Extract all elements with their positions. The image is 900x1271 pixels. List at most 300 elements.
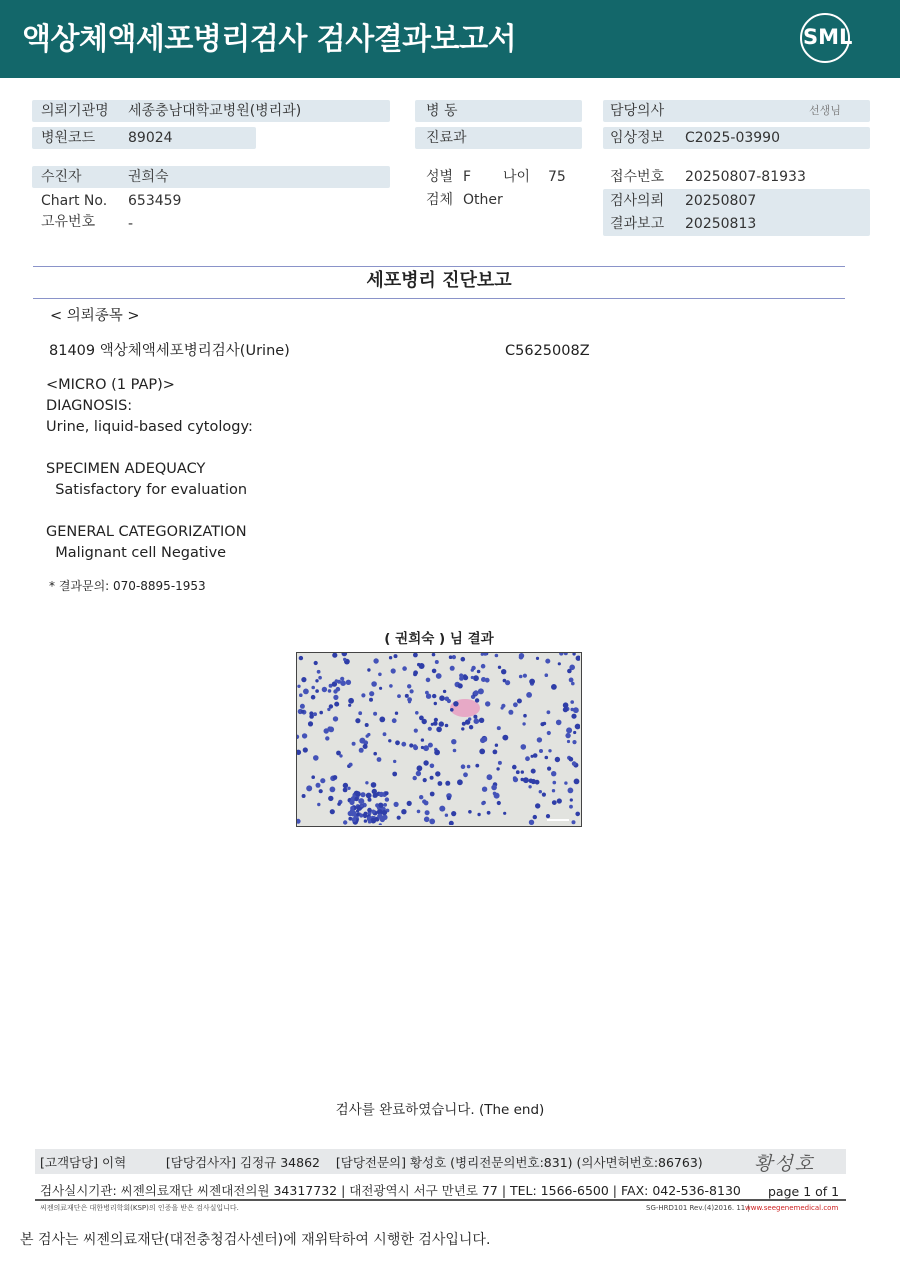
cell-nucleus	[355, 791, 361, 797]
hospital-code-value: 89024	[128, 130, 173, 146]
cell-nucleus	[569, 757, 574, 762]
cell-nucleus	[513, 702, 518, 707]
cell-nucleus	[354, 797, 358, 801]
cell-nucleus	[574, 779, 580, 785]
cell-nucleus	[523, 714, 527, 718]
cell-nucleus	[461, 764, 466, 769]
cell-nucleus	[379, 687, 382, 690]
cell-nucleus	[497, 726, 501, 730]
cell-nucleus	[421, 746, 424, 749]
cell-nucleus	[425, 691, 429, 695]
clinical-info-value: C2025-03990	[685, 130, 780, 146]
cell-nucleus	[407, 697, 412, 702]
cell-nucleus	[347, 787, 350, 790]
cell-nucleus	[487, 774, 493, 780]
cell-nucleus	[367, 668, 370, 671]
cell-nucleus	[373, 752, 377, 756]
cell-nucleus	[322, 687, 327, 692]
cell-nucleus	[468, 810, 472, 814]
cell-nucleus	[505, 680, 510, 685]
cell-nucleus	[377, 757, 382, 762]
cell-nucleus	[416, 771, 421, 776]
cell-nucleus	[447, 796, 451, 800]
cell-nucleus	[335, 679, 339, 683]
cell-nucleus	[451, 811, 456, 816]
cell-nucleus	[378, 673, 382, 677]
cell-nucleus	[531, 769, 536, 774]
cell-nucleus	[517, 699, 522, 704]
cell-nucleus	[539, 790, 542, 793]
cell-nucleus	[333, 695, 338, 700]
cell-nucleus	[311, 695, 316, 700]
institution-label: 의뢰기관명	[41, 103, 109, 119]
cell-nucleus	[302, 733, 307, 738]
cell-nucleus	[497, 801, 501, 805]
request-items-label: < 의뢰종목 >	[50, 308, 140, 324]
cell-nucleus	[435, 660, 439, 664]
cell-nucleus	[461, 727, 464, 730]
cell-nucleus	[333, 716, 338, 721]
cell-nucleus	[382, 810, 387, 815]
cell-nucleus	[471, 668, 474, 671]
cell-nucleus	[430, 792, 435, 797]
cell-nucleus	[516, 770, 520, 774]
cell-nucleus	[340, 680, 346, 686]
cell-nucleus	[434, 750, 440, 756]
signature: 황성호	[754, 1153, 816, 1175]
report-date-label: 결과보고	[610, 216, 665, 232]
cell-nucleus	[512, 765, 517, 770]
cell-nucleus	[508, 710, 513, 715]
cell-nucleus	[393, 760, 396, 763]
cell-nucleus	[498, 761, 502, 765]
cell-nucleus	[417, 663, 420, 666]
cell-nucleus	[306, 785, 312, 791]
sml-logo-text: SML	[803, 25, 853, 49]
receipt-no-label: 접수번호	[610, 169, 665, 185]
cell-nucleus	[545, 659, 550, 664]
cell-nucleus	[513, 776, 517, 780]
cell-nucleus	[417, 810, 421, 814]
cell-nucleus	[485, 701, 490, 706]
cell-nucleus	[436, 673, 442, 679]
cell-nucleus	[445, 781, 450, 786]
cell-nucleus	[529, 820, 534, 825]
cell-nucleus	[382, 815, 387, 820]
hospital-code-label: 병원코드	[41, 130, 96, 146]
cell-nucleus	[482, 787, 487, 792]
cell-nucleus	[536, 657, 539, 660]
cell-nucleus	[542, 793, 546, 797]
cell-nucleus	[487, 811, 491, 815]
cell-nucleus	[371, 782, 377, 788]
cell-nucleus	[314, 661, 318, 665]
report-title: 액상체액세포병리검사 검사결과보고서	[22, 22, 517, 57]
cell-nucleus	[405, 694, 409, 698]
cell-nucleus	[573, 707, 579, 713]
doctor-label: 담당의사	[610, 103, 665, 119]
institution-line: 검사실시기관: 씨젠의료재단 씨젠대전의원 34317732 | 대전광역시 서구 만년로 77 | TEL: 1566-6500 | FAX: 042-536-8130	[40, 1183, 741, 1198]
cell-nucleus	[450, 666, 455, 671]
cell-nucleus	[299, 656, 303, 660]
cell-nucleus	[422, 719, 427, 724]
cell-nucleus	[570, 798, 573, 801]
cell-nucleus	[573, 731, 576, 734]
cell-nucleus	[415, 711, 419, 715]
cell-nucleus	[423, 760, 428, 765]
cell-nucleus	[523, 674, 527, 678]
cell-nucleus	[373, 658, 378, 663]
cell-nucleus	[402, 666, 407, 671]
cell-nucleus	[495, 744, 498, 747]
website-link[interactable]: www.seegenemedical.com	[745, 1204, 839, 1212]
cell-nucleus	[428, 743, 433, 748]
section-top-rule	[33, 266, 845, 267]
cell-nucleus	[463, 772, 468, 777]
cell-nucleus	[379, 792, 384, 797]
cell-nucleus	[548, 749, 551, 752]
test-code: C5625008Z	[505, 343, 590, 359]
patient-row	[32, 166, 390, 188]
cell-nucleus	[467, 765, 471, 769]
cytology-micrograph	[297, 653, 580, 825]
cell-nucleus	[493, 792, 497, 796]
cell-nucleus	[438, 781, 443, 786]
cell-nucleus	[449, 655, 453, 659]
cell-nucleus	[346, 680, 351, 685]
cell-nucleus	[503, 735, 509, 741]
cell-nucleus	[359, 738, 365, 744]
cell-nucleus	[383, 732, 387, 736]
cell-nucleus	[529, 679, 535, 685]
cell-nucleus	[563, 707, 568, 712]
test-item: 81409 액상체액세포병리검사(Urine)	[49, 343, 290, 359]
cell-nucleus	[414, 729, 418, 733]
cell-nucleus	[366, 793, 372, 799]
cell-nucleus	[315, 689, 319, 693]
cell-nucleus	[389, 656, 392, 659]
cell-nucleus	[481, 664, 486, 669]
cell-nucleus	[355, 718, 360, 723]
page-indicator: page 1 of 1	[768, 1184, 840, 1199]
cell-nucleus	[308, 721, 313, 726]
cell-nucleus	[419, 795, 423, 799]
cell-nucleus	[453, 749, 457, 753]
chart-no-label: Chart No.	[41, 193, 108, 209]
cell-nucleus	[327, 726, 332, 731]
cell-nucleus	[474, 718, 480, 724]
cell-nucleus	[523, 777, 529, 783]
cell-nucleus	[369, 698, 373, 702]
cell-nucleus	[479, 749, 485, 755]
cell-nucleus	[443, 690, 446, 693]
cell-nucleus	[383, 803, 387, 807]
cell-nucleus	[317, 803, 320, 806]
cell-nucleus	[350, 809, 355, 814]
cell-nucleus	[426, 678, 431, 683]
cell-nucleus	[397, 694, 401, 698]
staff-line: [고객담당] 이혁 [담당검사자] 김정규 34862 [담당전문의] 황성호 (병리전문의번호:831) (의사면허번호:86763)	[40, 1155, 703, 1170]
cell-nucleus	[535, 803, 540, 808]
cell-nucleus	[482, 737, 487, 742]
cell-nucleus	[343, 658, 346, 661]
cell-nucleus	[352, 742, 356, 746]
cell-nucleus	[547, 731, 551, 735]
chart-no-value: 653459	[128, 193, 182, 209]
age-label: 나이	[503, 169, 531, 185]
cell-nucleus	[569, 678, 574, 683]
footer-rule	[35, 1199, 846, 1201]
cell-nucleus	[547, 767, 551, 771]
cell-nucleus	[558, 662, 561, 665]
cell-nucleus	[329, 704, 333, 708]
institution-value: 세종충남대학교병원(병리과)	[128, 103, 302, 119]
cell-nucleus	[503, 812, 506, 815]
cell-nucleus	[364, 812, 368, 816]
cell-nucleus	[313, 712, 317, 716]
cell-nucleus	[430, 776, 434, 780]
cell-nucleus	[545, 756, 549, 760]
cell-nucleus	[410, 689, 414, 693]
cell-nucleus	[457, 779, 463, 785]
cell-nucleus	[425, 810, 430, 815]
cell-nucleus	[422, 799, 426, 803]
clinical-info-label: 임상정보	[610, 130, 665, 146]
image-caption: ( 권희숙 ) 님 결과	[384, 631, 494, 647]
cell-nucleus	[409, 743, 413, 747]
cell-nucleus	[479, 718, 484, 723]
cell-nucleus	[297, 685, 300, 688]
cell-nucleus	[340, 677, 344, 681]
cell-nucleus	[395, 740, 400, 745]
cell-nucleus	[313, 755, 319, 761]
cell-nucleus	[303, 747, 308, 752]
cell-nucleus	[567, 740, 570, 743]
cell-nucleus	[319, 711, 323, 715]
cell-nucleus	[501, 669, 506, 674]
cell-nucleus	[459, 673, 463, 677]
cell-nucleus	[531, 779, 536, 784]
cell-nucleus	[521, 778, 524, 781]
cell-nucleus	[475, 764, 479, 768]
cell-nucleus	[451, 739, 456, 744]
cell-nucleus	[421, 738, 424, 741]
cell-nucleus	[478, 688, 484, 694]
cell-nucleus	[391, 668, 396, 673]
cell-nucleus	[371, 810, 375, 814]
cell-nucleus	[439, 806, 445, 812]
cell-nucleus	[546, 814, 550, 818]
cell-nucleus	[385, 791, 389, 795]
cell-nucleus	[352, 817, 357, 822]
cell-nucleus	[432, 694, 436, 698]
cell-nucleus	[385, 797, 389, 801]
cell-nucleus	[564, 781, 567, 784]
cell-nucleus	[365, 781, 368, 784]
cell-nucleus	[432, 669, 437, 674]
cell-nucleus	[495, 654, 499, 658]
cell-nucleus	[317, 670, 321, 674]
cell-nucleus	[423, 778, 427, 782]
cell-nucleus	[299, 693, 303, 697]
cell-nucleus	[519, 653, 524, 658]
cell-nucleus	[433, 721, 438, 726]
cell-nucleus	[394, 654, 398, 658]
cell-nucleus	[452, 655, 456, 659]
form-code: SG-HRD101 Rev.(4)2016. 11 |	[646, 1204, 750, 1212]
cell-nucleus	[334, 702, 339, 707]
cell-nucleus	[356, 813, 360, 817]
cell-nucleus	[378, 803, 383, 808]
certification-note: 씨젠의료재단은 대한병리학회(KSP)의 인증을 받은 검사실입니다.	[40, 1204, 239, 1212]
cell-nucleus	[458, 683, 463, 688]
cell-nucleus	[481, 801, 485, 805]
cell-nucleus	[493, 750, 498, 755]
cell-nucleus	[496, 767, 499, 770]
cell-nucleus	[301, 677, 306, 682]
cell-nucleus	[365, 723, 369, 727]
cell-nucleus	[373, 712, 377, 716]
contact-note: * 결과문의: 070-8895-1953	[49, 579, 206, 593]
cell-nucleus	[423, 745, 429, 751]
section-bottom-rule	[33, 298, 845, 299]
cell-nucleus	[330, 809, 335, 814]
cell-nucleus	[571, 714, 576, 719]
cell-nucleus	[556, 720, 562, 726]
ward-label: 병 동	[426, 103, 458, 119]
cell-nucleus	[568, 788, 574, 794]
report-date-value: 20250813	[685, 216, 757, 232]
report-line: <MICRO (1 PAP)>	[46, 377, 175, 393]
cell-nucleus	[552, 800, 557, 805]
report-line: SPECIMEN ADEQUACY	[46, 461, 206, 477]
cell-nucleus	[533, 815, 537, 819]
cell-nucleus	[501, 704, 505, 708]
cell-nucleus	[407, 801, 412, 806]
cell-nucleus	[570, 700, 574, 704]
cell-nucleus	[424, 817, 430, 823]
cell-nucleus	[519, 675, 523, 679]
cell-nucleus	[311, 686, 315, 690]
cell-nucleus	[572, 761, 577, 766]
cell-nucleus	[453, 701, 458, 706]
cell-nucleus	[337, 802, 341, 806]
report-line: GENERAL CATEGORIZATION	[46, 524, 247, 540]
cell-nucleus	[522, 722, 525, 725]
cell-nucleus	[469, 725, 473, 729]
cell-nucleus	[359, 748, 364, 753]
cell-nucleus	[302, 794, 306, 798]
scale-bar	[547, 819, 569, 821]
cell-nucleus	[473, 675, 479, 681]
cell-nucleus	[571, 708, 574, 711]
cell-nucleus	[325, 736, 329, 740]
cell-nucleus	[388, 739, 391, 742]
cell-nucleus	[545, 673, 549, 677]
cell-nucleus	[316, 783, 321, 788]
cytology-image	[296, 652, 582, 827]
cell-nucleus	[430, 764, 435, 769]
cell-nucleus	[435, 771, 440, 776]
cell-nucleus	[343, 820, 347, 824]
cell-nucleus	[473, 715, 477, 719]
cell-nucleus	[358, 798, 364, 804]
cell-nucleus	[557, 798, 562, 803]
cell-nucleus	[392, 718, 397, 723]
cell-nucleus	[363, 744, 368, 749]
cell-nucleus	[301, 710, 305, 714]
cell-nucleus	[364, 819, 367, 822]
sex-value: F	[463, 169, 472, 185]
cell-nucleus	[395, 712, 398, 715]
cell-nucleus	[348, 704, 351, 707]
cell-nucleus	[318, 676, 322, 680]
cell-nucleus	[539, 749, 543, 753]
cell-nucleus	[407, 684, 411, 688]
cell-nucleus	[555, 757, 560, 762]
cell-nucleus	[552, 789, 555, 792]
cell-nucleus	[333, 775, 338, 780]
cell-nucleus	[567, 669, 572, 674]
cell-nucleus	[389, 684, 393, 688]
cell-nucleus	[339, 754, 342, 757]
cell-nucleus	[413, 776, 417, 780]
cell-nucleus	[413, 672, 417, 676]
department-label: 진료과	[426, 130, 467, 146]
cell-nucleus	[533, 753, 538, 758]
cell-nucleus	[553, 781, 557, 785]
cell-nucleus	[360, 804, 363, 807]
receipt-no-value: 20250807-81933	[685, 169, 806, 185]
cell-nucleus	[551, 684, 557, 690]
cell-nucleus	[477, 813, 480, 816]
cell-nucleus	[436, 727, 442, 733]
cell-nucleus	[461, 657, 466, 662]
cell-nucleus	[521, 770, 524, 773]
cell-nucleus	[360, 792, 365, 797]
cell-nucleus	[368, 820, 372, 824]
cell-nucleus	[392, 772, 397, 777]
cell-nucleus	[303, 689, 309, 695]
cell-nucleus	[328, 796, 333, 801]
cell-nucleus	[300, 704, 305, 709]
cell-nucleus	[368, 798, 372, 802]
cell-nucleus	[575, 812, 580, 817]
cell-nucleus	[571, 682, 575, 686]
request-date-label: 검사의뢰	[610, 193, 665, 209]
cell-nucleus	[366, 734, 369, 737]
cell-nucleus	[491, 785, 497, 791]
cell-nucleus	[525, 756, 530, 761]
cell-nucleus	[358, 711, 362, 715]
cell-nucleus	[543, 722, 547, 726]
unique-id-value: -	[128, 216, 134, 232]
cell-nucleus	[572, 740, 576, 744]
cell-nucleus	[471, 676, 474, 679]
cell-nucleus	[551, 771, 556, 776]
cell-nucleus	[526, 692, 532, 698]
cell-nucleus	[413, 744, 417, 748]
cell-nucleus	[315, 679, 318, 682]
cell-nucleus	[498, 666, 501, 669]
cell-nucleus	[330, 787, 336, 793]
request-date-value: 20250807	[685, 193, 757, 209]
report-line: Satisfactory for evaluation	[46, 482, 248, 498]
cell-nucleus	[319, 789, 323, 793]
cell-nucleus	[434, 702, 437, 705]
unique-id-label: 고유번호	[41, 214, 96, 230]
specimen-label: 검체	[426, 192, 454, 208]
